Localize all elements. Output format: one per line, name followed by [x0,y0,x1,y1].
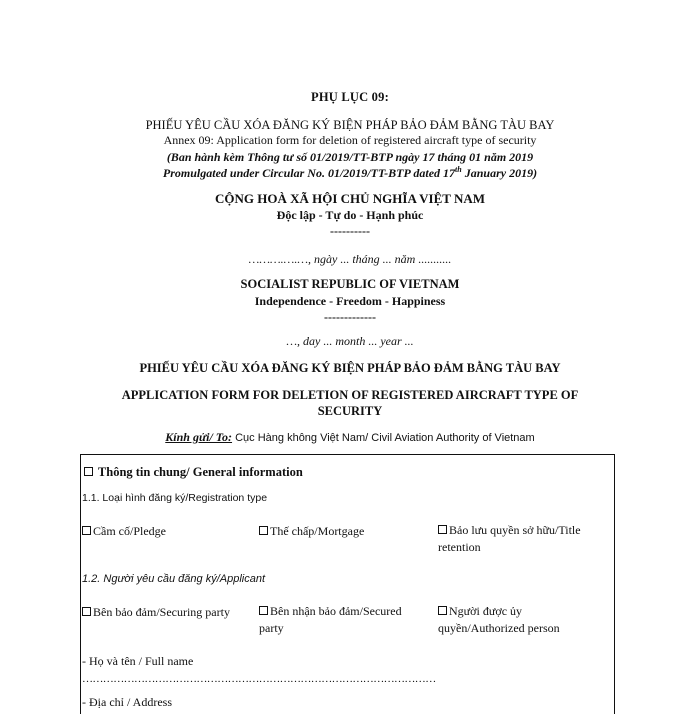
recipient-value: Cục Hàng không Việt Nam/ Civil Aviation Authority of Vietnam [232,432,535,444]
option-title-retention[interactable] [438,522,608,556]
option-secured-party[interactable] [259,603,429,637]
annex-code: PHỤ LỤC 09: [311,90,389,104]
motto-en: Independence - Freedom - Happiness [254,294,446,308]
option-secured-party-label: Bên nhận bảo đảm/Secured party [259,604,402,635]
recipient-line [0,430,700,445]
general-info-box [80,454,615,714]
form-title-en-line2: SECURITY [317,404,383,418]
date-line-vi: ……….….…, ngày ... tháng ... năm ........... [248,252,452,266]
form-title-vi: PHIẾU YÊU CẦU XÓA ĐĂNG KÝ BIỆN PHÁP BẢO ĐẢM BẰNG TÀU BAY [139,361,561,375]
checkbox-icon[interactable] [438,525,447,534]
option-title-retention-label: Bảo lưu quyền sở hữu/Title retention [438,523,581,554]
full-name-dots[interactable]: ………………………………………………………………………………………… [82,673,436,685]
section-heading-text: Thông tin chung/ General information [95,465,303,479]
annex-title-en: Annex 09: Application form for deletion of registered aircraft type of security [163,133,537,147]
checkbox-icon[interactable] [438,606,447,615]
option-mortgage[interactable] [259,524,364,539]
separator-vi: ---------- [330,224,370,238]
option-securing-party-label: Bên bảo đảm/Securing party [93,605,230,619]
recipient-label: Kính gửi/ To: [165,430,233,444]
address-label: - Địa chỉ / Address [82,695,172,709]
motto-vi: Độc lập - Tự do - Hạnh phúc [276,208,424,222]
applicant-label: 1.2. Người yêu cầu đăng ký/Applicant [82,573,266,585]
issued-note-en-sup: th [455,165,462,174]
option-mortgage-label: Thế chấp/Mortgage [270,524,365,538]
form-title-en-line1: APPLICATION FORM FOR DELETION OF REGISTERED AIRCRAFT TYPE OF [121,388,579,402]
issued-note-en-prefix: Promulgated under Circular No. 01/2019/TT-BTP dated 17 [162,166,456,180]
issued-note-vi: (Ban hành kèm Thông tư số 01/2019/TT-BTP ngày 17 tháng 01 năm 2019 [166,150,534,164]
issued-note-en [0,166,700,181]
issued-note-en-suffix: January 2019) [461,166,538,180]
option-pledge-label: Cầm cố/Pledge [93,524,166,538]
annex-title-vi: PHIẾU YÊU CẦU XÓA ĐĂNG KÝ BIỆN PHÁP BẢO ĐẢM BẰNG TÀU BAY [145,118,555,132]
registration-type-label: 1.1. Loại hình đăng ký/Registration type [82,492,268,504]
option-authorized-person[interactable] [438,603,608,637]
country-name-vi: CỘNG HOÀ XÃ HỘI CHỦ NGHĨA VIỆT NAM [214,191,486,206]
checkbox-icon[interactable] [259,526,268,535]
separator-en: ------------- [324,310,376,324]
section-heading [84,465,303,480]
option-securing-party[interactable] [82,605,230,620]
checkbox-icon[interactable] [82,526,91,535]
date-line-en: …, day ... month ... year ... [286,334,414,348]
country-name-en: SOCIALIST REPUBLIC OF VIETNAM [240,277,460,291]
option-pledge[interactable] [82,524,166,539]
checkbox-icon [84,467,93,476]
option-authorized-person-label: Người được ủy quyền/Authorized person [438,604,560,635]
full-name-label: - Họ và tên / Full name [82,654,194,668]
checkbox-icon[interactable] [259,606,268,615]
checkbox-icon[interactable] [82,607,91,616]
